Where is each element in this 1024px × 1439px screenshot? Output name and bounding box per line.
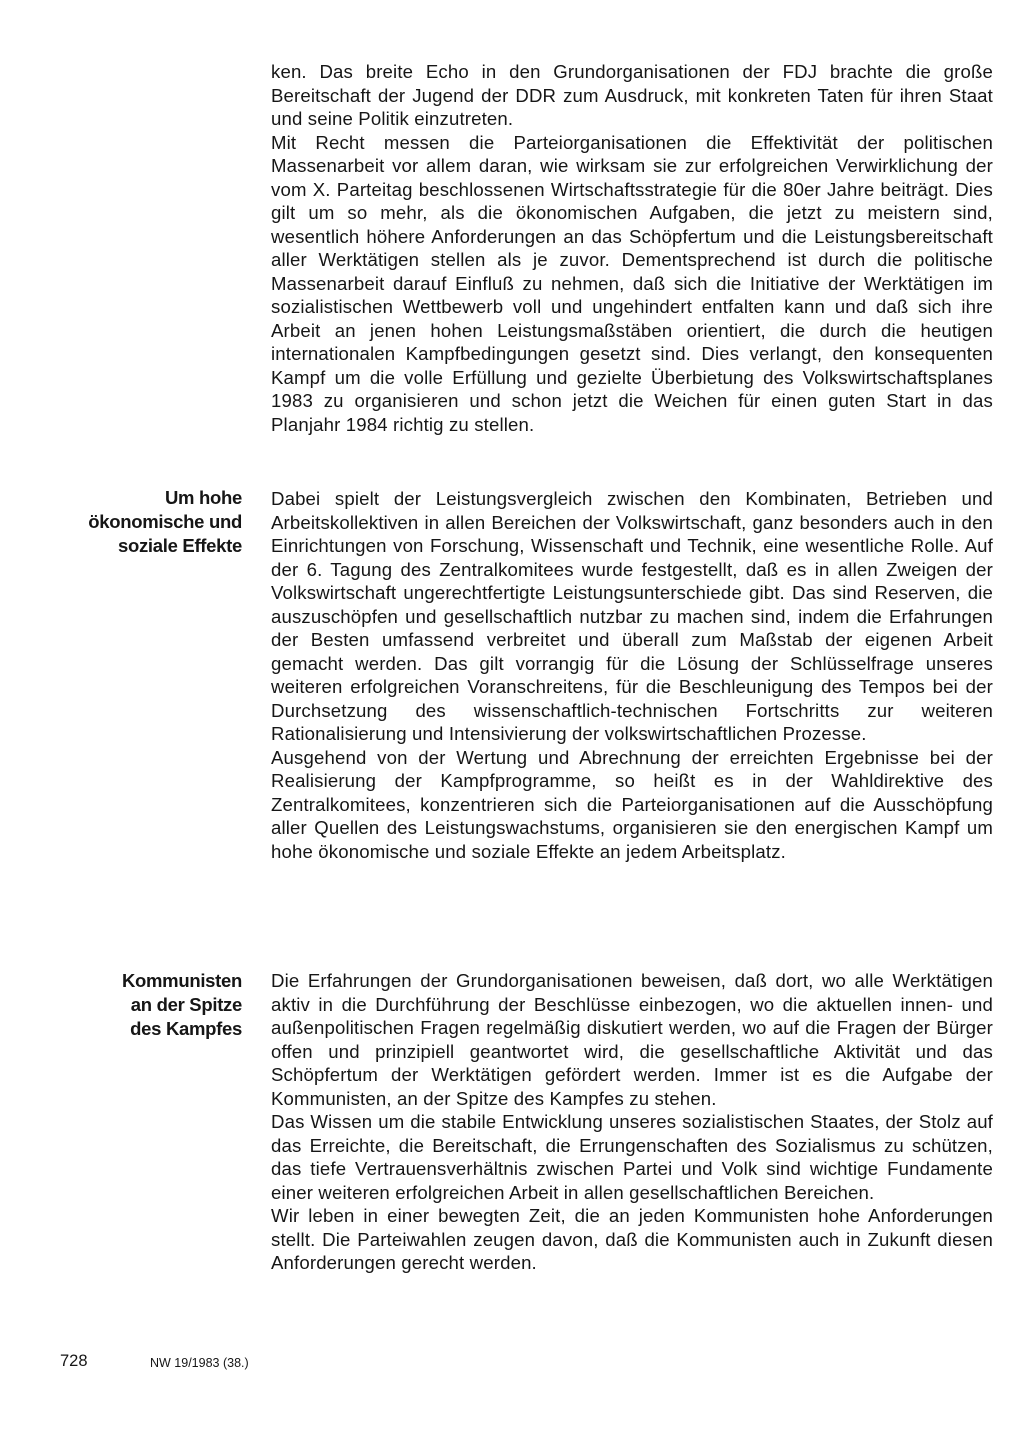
page-footer	[60, 1352, 249, 1370]
text-block-3	[271, 969, 993, 1275]
issue-reference: NW 19/1983 (38.)	[150, 1356, 249, 1370]
page-number: 728	[60, 1352, 88, 1370]
text-block-1	[271, 60, 993, 436]
paragraph: Die Erfahrungen der Grundorganisationen beweisen, daß dort, wo alle Werktätigen aktiv in die Durchführung der Beschlüsse einbezogen, wo die aktuellen innen- und außenpolitischen Fragen regelmäßig diskutiert werden, wo auf die Fragen der Bürger offen und prinzipiell geantwortet wird, die gesellschaftliche Aktivität und das Schöpfertum der Werktätigen gefördert werden. Immer ist es die Aufgabe der Kommunisten, an der Spitze des Kampfes zu stehen.	[271, 970, 993, 1109]
heading-line: Kommunisten	[121, 970, 242, 991]
paragraph: ken. Das breite Echo in den Grundorganisationen der FDJ brachte die große Bereitschaft der Jugend der DDR zum Ausdruck, mit konkreten Taten für ihren Staat und seine Politik einzutreten.	[271, 61, 993, 129]
paragraph: Das Wissen um die stabile Entwicklung unseres sozialistischen Staates, der Stolz auf das Erreichte, die Bereitschaft, die Errungenschaften des Sozialismus zu schützen, das tiefe Vertrauensverhältnis zwischen Partei und Volk sind wichtige Fundamente einer weiteren erfolgreichen Arbeit in allen gesellschaftlichen Bereichen.	[271, 1111, 993, 1203]
heading-line: des Kampfes	[130, 1018, 242, 1039]
heading-line: ökonomische und	[88, 511, 242, 532]
paragraph: Dabei spielt der Leistungsvergleich zwischen den Kombinaten, Betrieben und Arbeitskollektiven in allen Bereichen der Volkswirtschaft, ganz besonders auch in den Einrichtungen von Forschung, Wissenschaft und Technik, eine wesentliche Rolle. Auf der 6. Tagung des Zentralkomitees wurde festgestellt, daß es in allen Zweigen der Volkswirtschaft ungerechtfertigte Leistungsunterschiede gibt. Das sind Reserven, die auszuschöpfen und gesellschaftlich nutzbar zu machen sind, indem die Erfahrungen der Besten umfassend verbreitet und überall zum Maßstab der eigenen Arbeit gemacht werden. Das gilt vorrangig für die Lösung der Schlüsselfrage unseres weiteren erfolgreichen Voranschreitens, für die Beschleunigung des Tempos bei der Durchsetzung des wissenschaftlich-technischen Fortschritts zur weiteren Rationalisierung und Intensivierung der volkswirtschaftlichen Prozesse.	[271, 488, 993, 744]
heading-line: Um hohe	[164, 487, 242, 508]
paragraph: Wir leben in einer bewegten Zeit, die an jeden Kommunisten hohe Anforderungen stellt. Die Parteiwahlen zeugen davon, daß die Kommunisten auch in Zukunft diesen Anforderungen gerecht werden.	[271, 1205, 993, 1273]
margin-heading-kommunisten	[40, 969, 242, 1041]
heading-line: an der Spitze	[130, 994, 242, 1015]
margin-heading-effekte	[40, 486, 242, 558]
paragraph: Mit Recht messen die Parteiorganisationen die Effektivität der politischen Massenarbeit vor allem daran, wie wirksam sie zur erfolgreichen Verwirklichung der vom X. Parteitag beschlossenen Wirtschaftsstrategie für die 80er Jahre beiträgt. Dies gilt um so mehr, als die ökonomischen Aufgaben, die jetzt zu meistern sind, wesentlich höhere Anforderungen an das Schöpfertum und die Leistungsbereitschaft aller Werktätigen stellen als je zuvor. Dementsprechend ist durch die politische Massenarbeit darauf Einfluß zu nehmen, daß sich die Initiative der Werktätigen im sozialistischen Wettbewerb voll und ungehindert entfalten kann und daß sich ihre Arbeit an jenen hohen Leistungsmaßstäben orientiert, die durch die heutigen internationalen Kampfbedingungen gesetzt sind. Dies verlangt, den konsequenten Kampf um die volle Erfüllung und gezielte Überbietung des Volkswirtschaftsplanes 1983 zu organisieren und schon jetzt die Weichen für einen guten Start in das Planjahr 1984 richtig zu stellen.	[271, 131, 993, 435]
paragraph: Ausgehend von der Wertung und Abrechnung der erreichten Ergebnisse bei der Realisierung der Kampfprogramme, so heißt es in der Wahldirektive des Zentralkomitees, konzentrieren sich die Parteiorganisationen auf die Ausschöpfung aller Quellen des Leistungswachstums, organisieren sie den energischen Kampf um hohe ökonomische und soziale Effekte an jedem Arbeitsplatz.	[271, 746, 993, 862]
text-block-2	[271, 487, 993, 863]
heading-line: soziale Effekte	[117, 535, 242, 556]
